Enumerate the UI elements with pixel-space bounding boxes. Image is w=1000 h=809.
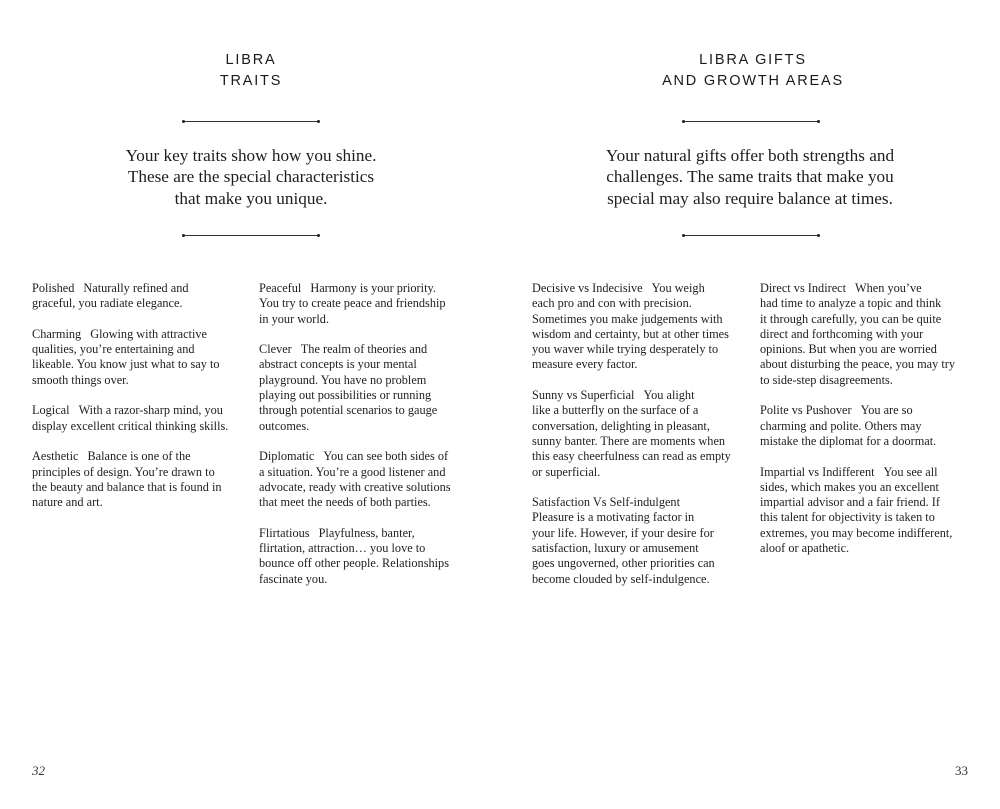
page-heading	[2, 50, 500, 92]
trait-line: or superficial.	[532, 464, 601, 479]
trait-text: You can see both sides of	[323, 449, 449, 464]
trait-text: When you’ve	[855, 281, 922, 295]
trait-entry	[259, 526, 471, 587]
trait-line	[32, 449, 244, 464]
trait-text: Playfulness, banter,	[318, 525, 415, 540]
trait-term: Peaceful	[259, 281, 302, 295]
trait-term: Impartial vs Indifferent	[760, 464, 875, 479]
trait-line: principles of design. You’re drawn to	[32, 464, 215, 479]
page-number: 33	[955, 763, 968, 778]
trait-line: measure every factor.	[532, 357, 638, 372]
trait-line: about disturbing the peace, you may try	[760, 357, 955, 372]
intro-text	[500, 145, 1000, 209]
trait-term: Diplomatic	[259, 449, 315, 464]
trait-line: it through carefully, you can be quite	[760, 311, 942, 326]
trait-text: Glowing with attractive	[90, 326, 207, 341]
right-page	[500, 0, 1000, 809]
trait-text: You see all	[883, 464, 938, 479]
trait-line: in your world.	[259, 311, 330, 326]
trait-entry	[532, 495, 744, 587]
intro-line: challenges. The same traits that make you	[606, 167, 894, 187]
trait-line: playing out possibilities or running	[259, 388, 432, 403]
trait-line	[259, 342, 471, 357]
divider	[183, 121, 319, 122]
trait-line	[760, 281, 972, 296]
trait-term: Aesthetic	[32, 449, 79, 464]
trait-line	[532, 281, 744, 296]
trait-line: like a butterfly on the surface of a	[532, 403, 699, 418]
trait-line	[259, 281, 471, 296]
trait-entry	[32, 281, 244, 312]
trait-term: Polished	[32, 281, 75, 295]
trait-line: opinions. But when you are worried	[760, 342, 937, 357]
trait-line: you waver while trying desperately to	[532, 342, 719, 357]
trait-line: You try to create peace and friendship	[259, 296, 446, 311]
intro-text	[2, 145, 500, 209]
trait-entry	[259, 449, 471, 510]
trait-line: to side-step disagreements.	[760, 372, 893, 387]
trait-line: become clouded by self-indulgence.	[532, 571, 710, 586]
trait-line	[259, 449, 471, 464]
trait-line	[32, 327, 244, 342]
trait-entry	[259, 281, 471, 327]
trait-line: graceful, you radiate elegance.	[32, 296, 183, 311]
intro-line: special may also require balance at times.	[607, 188, 893, 208]
trait-term: Charming	[32, 326, 82, 341]
heading-line: LIBRA	[225, 52, 277, 68]
trait-line	[760, 465, 972, 480]
trait-text: Naturally refined and	[83, 281, 189, 295]
trait-term: Polite vs Pushover	[760, 403, 852, 418]
trait-text: You weigh	[651, 281, 705, 295]
trait-line: direct and forthcoming with your	[760, 326, 924, 341]
trait-line: nature and art.	[32, 495, 103, 510]
intro-line: that make you unique.	[174, 188, 328, 208]
trait-line: impartial advisor and a fair friend. If	[760, 495, 940, 510]
trait-line: mistake the diplomat for a doormat.	[760, 433, 937, 448]
heading-line: TRAITS	[219, 73, 283, 89]
trait-line: outcomes.	[259, 418, 310, 433]
trait-text: Balance is one of the	[87, 449, 191, 464]
trait-line: that meet the needs of both parties.	[259, 495, 431, 510]
trait-line: Pleasure is a motivating factor in	[532, 510, 695, 525]
trait-line: this easy cheerfulness can read as empty	[532, 449, 731, 464]
intro-line: Your key traits show how you shine.	[125, 146, 377, 165]
divider	[683, 121, 819, 122]
heading-line: LIBRA GIFTS	[699, 52, 807, 68]
trait-entry	[32, 403, 244, 434]
trait-line: charming and polite. Others may	[760, 418, 922, 433]
trait-line: Sometimes you make judgements with	[532, 311, 723, 326]
divider	[183, 235, 319, 236]
trait-text: With a razor-sharp mind, you	[78, 403, 223, 418]
trait-entry	[760, 465, 972, 557]
trait-term: Logical	[32, 403, 70, 418]
trait-line: qualities, you’re entertaining and	[32, 342, 195, 357]
trait-term: Satisfaction Vs Self-indulgent	[532, 495, 681, 510]
trait-line: aloof or apathetic.	[760, 541, 850, 556]
trait-entry	[760, 281, 972, 388]
trait-line: bounce off other people. Relationships	[259, 556, 449, 571]
trait-line: through potential scenarios to gauge	[259, 403, 438, 418]
trait-line: wisdom and certainty, but at other times	[532, 326, 729, 341]
page-number: 32	[32, 763, 45, 778]
trait-line	[32, 281, 244, 296]
trait-text: You alight	[643, 388, 695, 403]
trait-entry	[32, 327, 244, 388]
divider	[683, 235, 819, 236]
trait-line: likeable. You know just what to say to	[32, 357, 220, 372]
trait-line: advocate, ready with creative solutions	[259, 479, 451, 494]
traits-column-a	[32, 281, 244, 526]
trait-line	[532, 495, 744, 510]
trait-line: sunny banter. There are moments when	[532, 433, 726, 448]
trait-text: Harmony is your priority.	[310, 281, 436, 295]
gifts-column-a	[532, 281, 744, 602]
page-heading	[506, 50, 1000, 92]
trait-entry	[532, 388, 744, 480]
trait-line: satisfaction, luxury or amusement	[532, 541, 699, 556]
trait-line: display excellent critical thinking skills.	[32, 418, 229, 433]
trait-text: You are so	[860, 403, 913, 418]
trait-line	[32, 403, 244, 418]
trait-line: abstract concepts is your mental	[259, 357, 417, 372]
trait-line: flirtation, attraction… you love to	[259, 541, 426, 556]
trait-term: Clever	[259, 342, 292, 357]
trait-entry	[32, 449, 244, 510]
gifts-column-b	[760, 281, 972, 572]
trait-line	[532, 388, 744, 403]
trait-line: playground. You have no problem	[259, 372, 427, 387]
trait-line: smooth things over.	[32, 372, 129, 387]
trait-line: this talent for objectivity is taken to	[760, 510, 935, 525]
trait-line: conversation, delighting in pleasant,	[532, 418, 710, 433]
heading-line: AND GROWTH AREAS	[662, 73, 844, 89]
trait-entry	[259, 342, 471, 434]
trait-entry	[532, 281, 744, 373]
trait-line: your life. However, if your desire for	[532, 525, 714, 540]
trait-line	[259, 526, 471, 541]
trait-text: The realm of theories and	[300, 342, 428, 357]
trait-line: a situation. You’re a good listener and	[259, 464, 446, 479]
trait-line: had time to analyze a topic and think	[760, 296, 942, 311]
trait-line: sides, which makes you an excellent	[760, 479, 939, 494]
trait-line: fascinate you.	[259, 571, 328, 586]
traits-column-b	[259, 281, 471, 602]
trait-term: Direct vs Indirect	[760, 281, 847, 295]
trait-term: Decisive vs Indecisive	[532, 281, 643, 295]
trait-line: extremes, you may become indifferent,	[760, 525, 953, 540]
trait-entry	[760, 403, 972, 449]
trait-line: goes ungoverned, other priorities can	[532, 556, 715, 571]
trait-line	[760, 403, 972, 418]
trait-line: each pro and con with precision.	[532, 296, 692, 311]
trait-line: the beauty and balance that is found in	[32, 479, 222, 494]
trait-term: Flirtatious	[259, 525, 310, 540]
intro-line: Your natural gifts offer both strengths and	[605, 146, 895, 165]
trait-term: Sunny vs Superficial	[532, 388, 635, 403]
intro-line: These are the special characteristics	[127, 167, 375, 187]
